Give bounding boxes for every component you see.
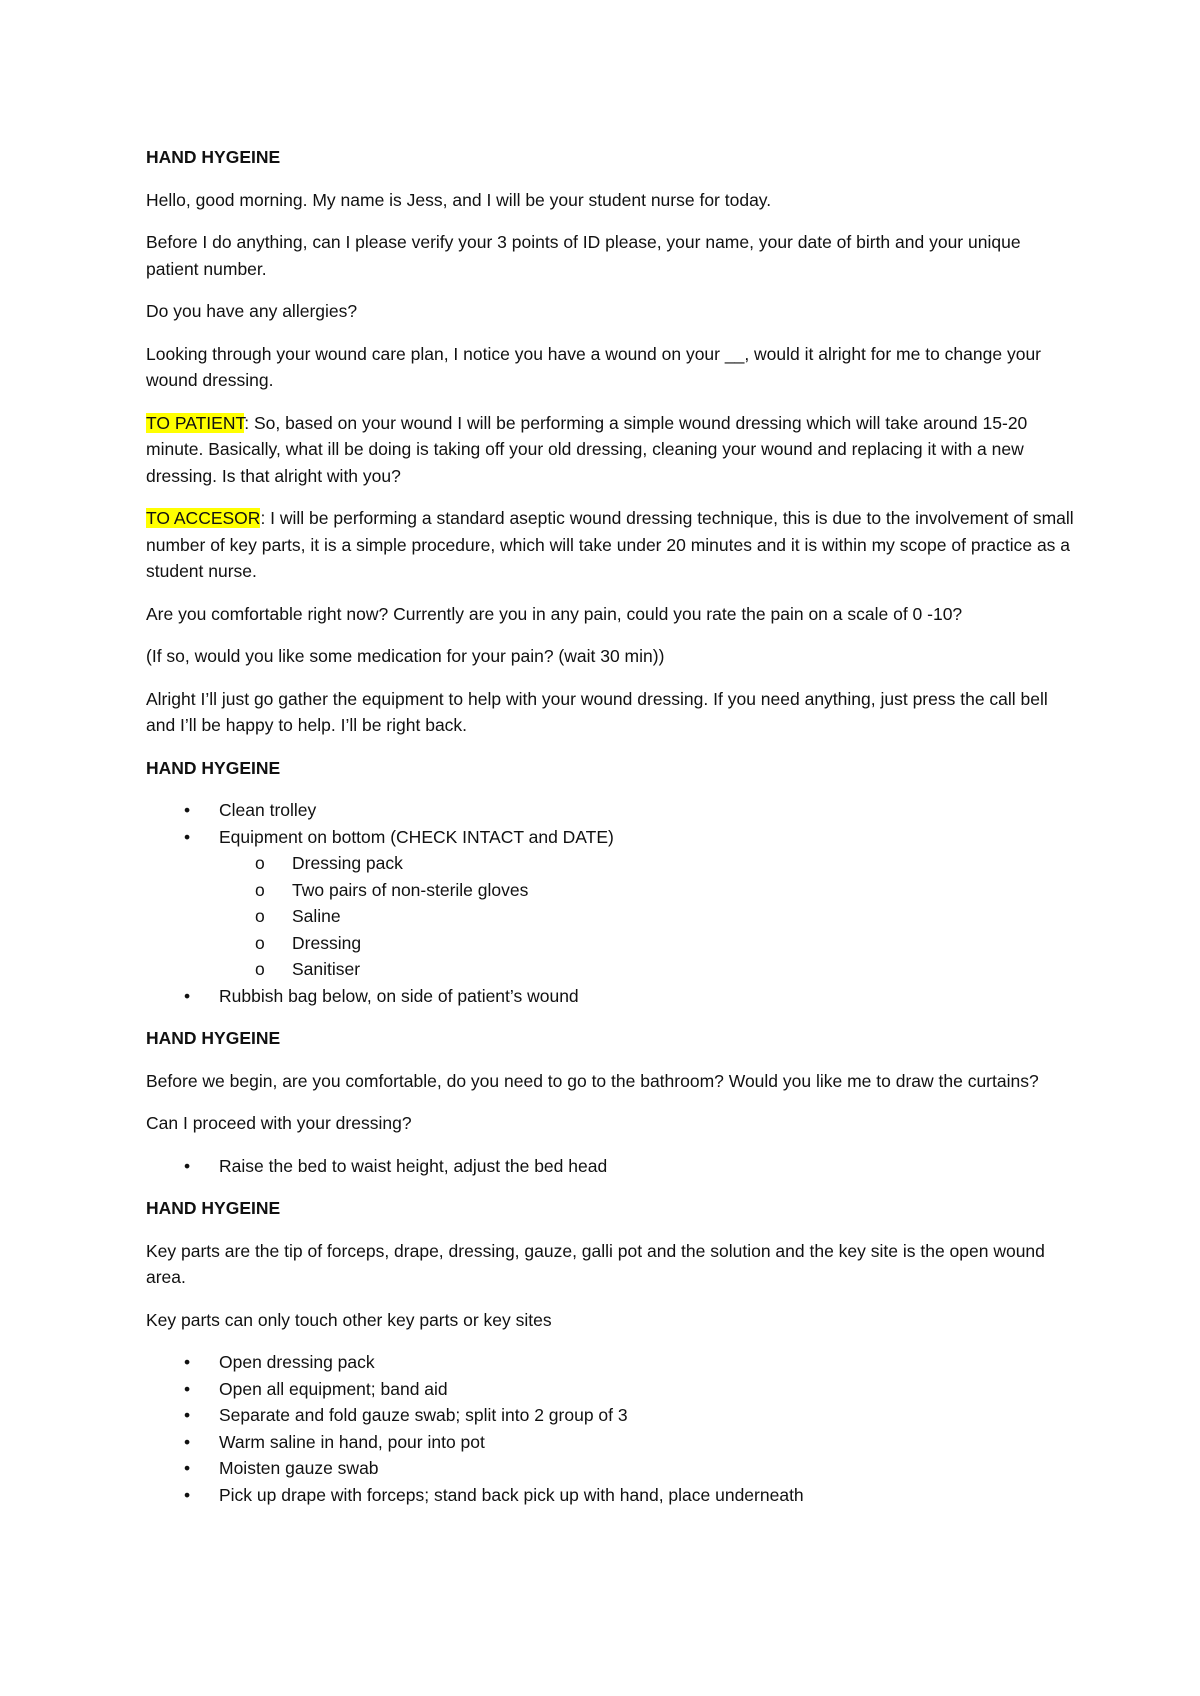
to-accesor-text: : I will be performing a standard aseptic wound dressing technique, this is due to the involvement of small number of key parts, it is a simple procedure, which will take under 20 minutes and it is within my scope of practice as a student nurse. (146, 508, 1074, 581)
document-page (146, 144, 1076, 1524)
key-parts-rule: Key parts can only touch other key parts or key sites (146, 1309, 552, 1330)
list-item: • Clean trolley (146, 797, 1076, 824)
list-item: • Moisten gauze swab (146, 1455, 1076, 1482)
heading-hand-hygiene-2: HAND HYGEINE (146, 757, 281, 778)
to-patient-paragraph (146, 410, 1076, 490)
medication-paragraph: (If so, would you like some medication for your pain? (wait 30 min)) (146, 646, 665, 666)
equipment-sub-list (219, 850, 1076, 983)
allergies-paragraph: Do you have any allergies? (146, 301, 358, 321)
sub-list-item: o Saline (219, 903, 1076, 930)
care-plan-paragraph: Looking through your wound care plan, I notice you have a wound on your __, would it alright for me to change your wound dressing. (146, 343, 1042, 390)
sub-list-item: o Dressing pack (219, 850, 1076, 877)
gather-paragraph: Alright I’ll just go gather the equipment to help with your wound dressing. If you need anything, just press the call bell and I’ll be happy to help. I’ll be right back. (146, 688, 1048, 735)
heading-hand-hygiene-4: HAND HYGEINE (146, 1198, 281, 1218)
sub-list-item: o Two pairs of non-sterile gloves (219, 877, 1076, 904)
to-patient-text: : So, based on your wound I will be performing a simple wound dressing which will take around 15-20 minute. Basically, what ill be doing is taking off your old dressing, cleaning your wound and replacing it with a new dressing. Is that alright with you? (146, 412, 1028, 486)
heading-hand-hygiene-1: HAND HYGEINE (146, 147, 281, 167)
greeting-paragraph: Hello, good morning. My name is Jess, and I will be your student nurse for today. (146, 189, 772, 210)
to-accesor-label: TO ACCESOR (146, 508, 261, 528)
to-accesor-paragraph (146, 505, 1076, 585)
equipment-label: Equipment on bottom (CHECK INTACT and DATE) (219, 826, 614, 847)
list-item: • Raise the bed to waist height, adjust the bed head (146, 1153, 1076, 1180)
verify-id-paragraph: Before I do anything, can I please verify your 3 points of ID please, your name, your date of birth and your unique patient number. (146, 232, 1021, 279)
list-item: • Warm saline in hand, pour into pot (146, 1429, 1076, 1456)
list-item: • Open all equipment; band aid (146, 1376, 1076, 1403)
proceed-paragraph: Can I proceed with your dressing? (146, 1113, 412, 1133)
bed-list (146, 1153, 1076, 1180)
procedure-steps-list (146, 1349, 1076, 1508)
list-item: • Pick up drape with forceps; stand back pick up with hand, place underneath (146, 1482, 1076, 1509)
sub-list-item: o Sanitiser (219, 956, 1076, 983)
list-item: • Rubbish bag below, on side of patient’s wound (146, 983, 1076, 1010)
sub-list-item: o Dressing (219, 930, 1076, 957)
heading-hand-hygiene-3: HAND HYGEINE (146, 1028, 281, 1048)
list-item (146, 824, 1076, 983)
equipment-list (146, 797, 1076, 1009)
key-parts-definition: Key parts are the tip of forceps, drape, dressing, gauze, galli pot and the solution and the key site is the open wound area. (146, 1240, 1045, 1287)
list-item: • Separate and fold gauze swab; split into 2 group of 3 (146, 1402, 1076, 1429)
list-item: • Open dressing pack (146, 1349, 1076, 1376)
bathroom-paragraph: Before we begin, are you comfortable, do you need to go to the bathroom? Would you like me to draw the curtains? (146, 1070, 1039, 1091)
pain-paragraph: Are you comfortable right now? Currently are you in any pain, could you rate the pain on a scale of 0 -10? (146, 603, 963, 624)
to-patient-label: TO PATIENT (146, 412, 245, 433)
